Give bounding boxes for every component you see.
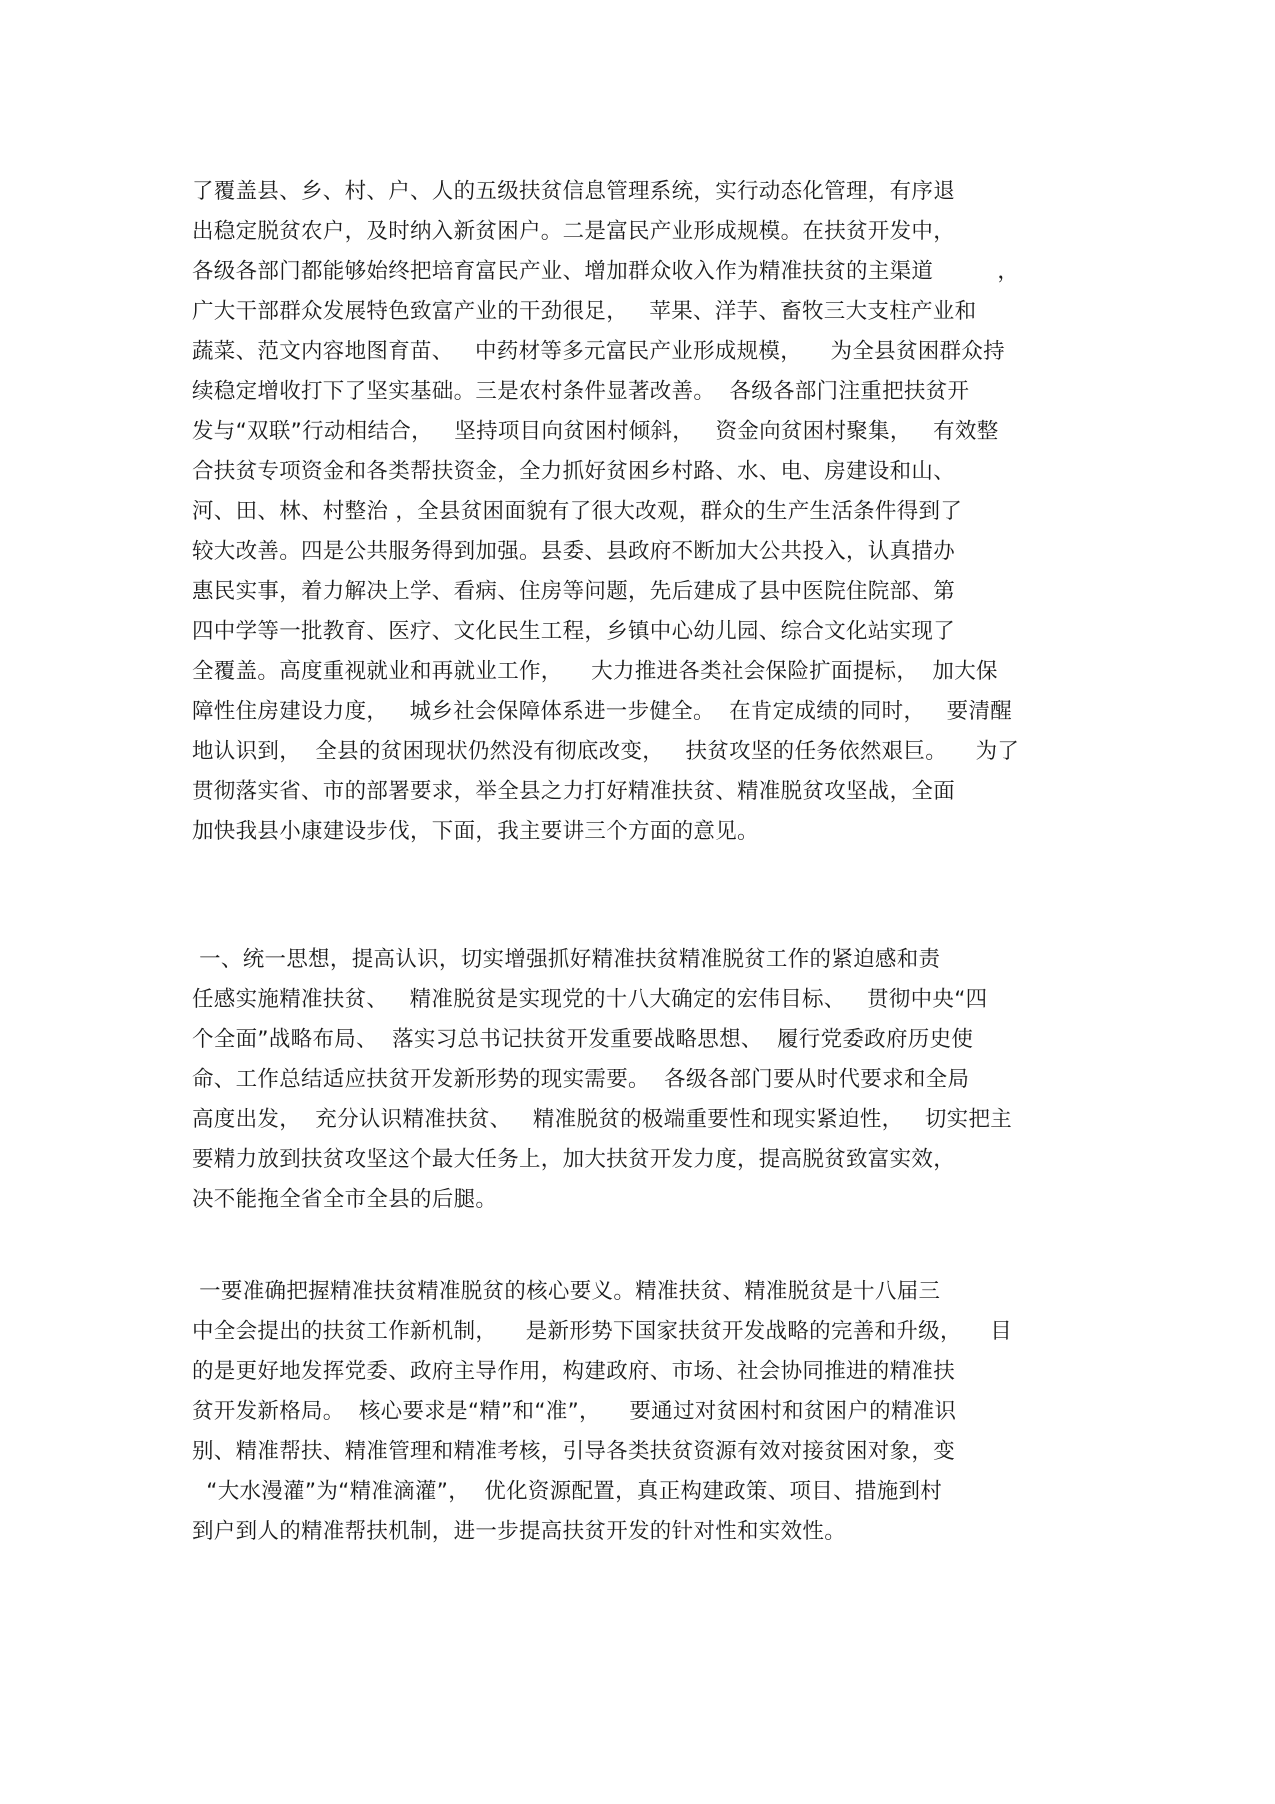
- text-line: 中全会提出的扶贫工作新机制， 是新形势下国家扶贫开发战略的完善和升级， 目: [192, 1319, 1013, 1344]
- text-line: 地认识到， 全县的贫困现状仍然没有彻底改变， 扶贫攻坚的任务依然艰巨。 为了: [192, 739, 1020, 764]
- text-line: 贫开发新格局。 核心要求是“精”和“准”， 要通过对贫困村和贫困户的精准识: [192, 1399, 957, 1424]
- text-line: 了覆盖县、乡、村、户、人的五级扶贫信息管理系统，实行动态化管理，有序退: [192, 179, 956, 204]
- text-line: 个全面”战略布局、 落实习总书记扶贫开发重要战略思想、 履行党委政府历史使: [192, 1027, 974, 1052]
- section-heading-line: 一要准确把握精准扶贫精准脱贫的核心要义。精准扶贫、精准脱贫是十八届三: [192, 1279, 941, 1304]
- text-line: 高度出发， 充分认识精准扶贫、 精准脱贫的极端重要性和现实紧迫性， 切实把主: [192, 1107, 1013, 1132]
- text-line: 广大干部群众发展特色致富产业的干劲很足， 苹果、洋芋、畜牧三大支柱产业和: [192, 299, 977, 324]
- section-heading-line: 一、统一思想，提高认识，切实增强抓好精准扶贫精准脱贫工作的紧迫感和责: [192, 947, 941, 972]
- text-line: 贯彻落实省、市的部署要求，举全县之力打好精准扶贫、精准脱贫攻坚战，全面: [192, 779, 956, 804]
- text-line: 河、田、林、村整治 ，全县贫困面貌有了很大改观，群众的生产生活条件得到了: [192, 499, 963, 524]
- text-line: 合扶贫专项资金和各类帮扶资金，全力抓好贫困乡村路、水、电、房建设和山、: [192, 459, 956, 484]
- text-line: 全覆盖。高度重视就业和再就业工作， 大力推进各类社会保险扩面提标， 加大保: [192, 659, 998, 684]
- paragraph-poverty-progress: [192, 172, 1092, 852]
- text-line: 续稳定增收打下了坚实基础。三是农村条件显著改善。 各级各部门注重把扶贫开: [192, 379, 970, 404]
- text-line: 出稳定脱贫农户，及时纳入新贫困户。二是富民产业形成规模。在扶贫开发中，: [192, 219, 956, 244]
- text-line: 决不能拖全省全市全县的后腿。: [192, 1187, 498, 1212]
- text-line: 任感实施精准扶贫、 精准脱贫是实现党的十八大确定的宏伟目标、 贯彻中央“四: [192, 987, 988, 1012]
- text-line: 命、工作总结适应扶贫开发新形势的现实需要。 各级各部门要从时代要求和全局: [192, 1067, 970, 1092]
- paragraph-section-one: [192, 940, 1092, 1220]
- text-line: 较大改善。四是公共服务得到加强。县委、县政府不断加大公共投入，认真措办: [192, 539, 956, 564]
- text-line: 障性住房建设力度， 城乡社会保障体系进一步健全。 在肯定成绩的同时， 要清醒: [192, 699, 1013, 724]
- text-line: 加快我县小康建设步伐，下面，我主要讲三个方面的意见。: [192, 819, 759, 844]
- text-line: 别、精准帮扶、精准管理和精准考核，引导各类扶贫资源有效对接贫困对象，变: [192, 1439, 956, 1464]
- text-line: 四中学等一批教育、医疗、文化民生工程，乡镇中心幼儿园、综合文化站实现了: [192, 619, 956, 644]
- text-line: 蔬菜、范文内容地图育苗、 中药材等多元富民产业形成规模， 为全县贫困群众持: [192, 339, 1005, 364]
- text-line: 各级各部门都能够始终把培育富民产业、增加群众收入作为精准扶贫的主渠道 ，: [192, 259, 1020, 284]
- text-line: 发与“双联”行动相结合， 坚持项目向贫困村倾斜， 资金向贫困村聚集， 有效整: [192, 419, 999, 444]
- text-line: 到户到人的精准帮扶机制，进一步提高扶贫开发的针对性和实效性。: [192, 1519, 847, 1544]
- text-line: 惠民实事，着力解决上学、看病、住房等问题，先后建成了县中医院住院部、第: [192, 579, 956, 604]
- paragraph-core-meaning: [192, 1272, 1092, 1552]
- text-line: “大水漫灌”为“精准滴灌”， 优化资源配置，真正构建政策、项目、措施到村: [192, 1479, 943, 1504]
- text-line: 要精力放到扶贫攻坚这个最大任务上，加大扶贫开发力度，提高脱贫致富实效，: [192, 1147, 956, 1172]
- text-line: 的是更好地发挥党委、政府主导作用，构建政府、市场、社会协同推进的精准扶: [192, 1359, 956, 1384]
